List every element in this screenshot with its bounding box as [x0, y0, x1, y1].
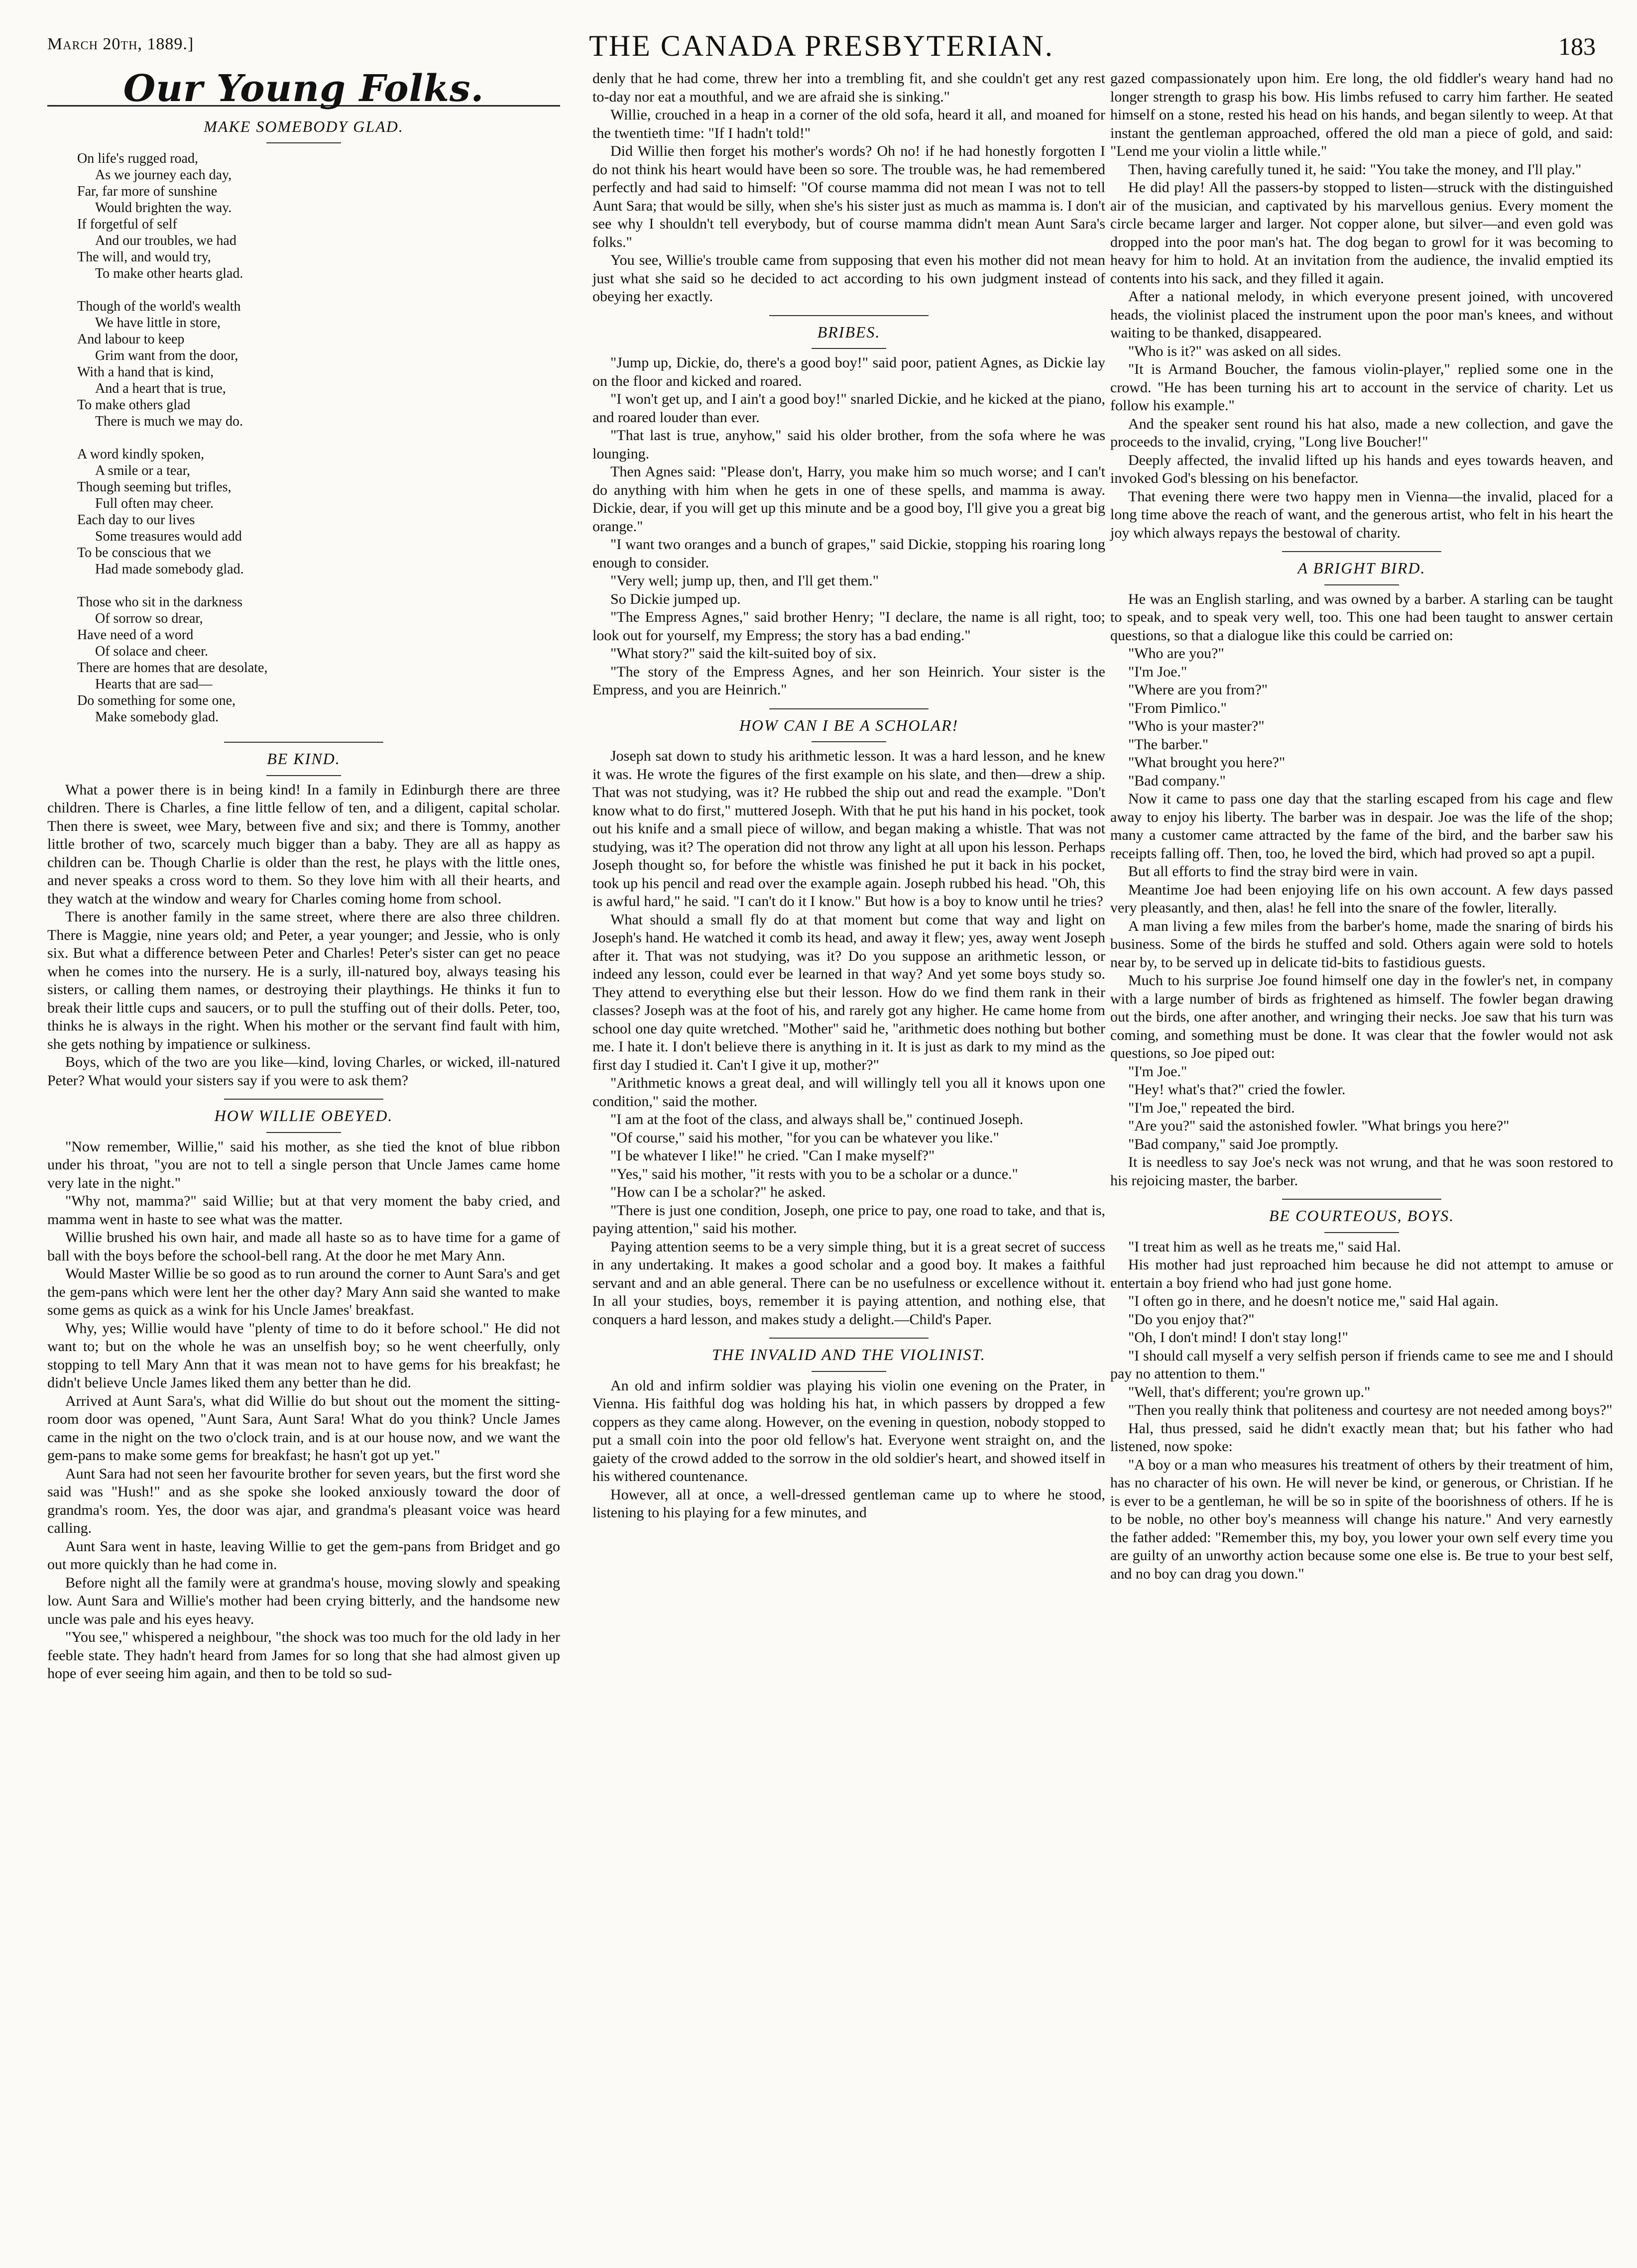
paragraph: "Of course," said his mother, "for you can be whatever you like." [610, 1129, 999, 1146]
column-3 [1110, 70, 1613, 1583]
paragraph: Hal, thus pressed, said he didn't exactly mean that; but his father who had listened, now spoke: [1110, 1420, 1613, 1455]
paragraph: "It is Armand Boucher, the famous violin-player," replied some one in the crowd. "He has been turning his art to account in the service of charity. Let us follow his example." [1110, 361, 1613, 414]
page-header [47, 20, 1596, 65]
paragraph: His mother had just reproached him because he did not attempt to amuse or entertain a boy friend who had just gone home. [1110, 1256, 1613, 1291]
title-rule [812, 741, 886, 742]
poem-line: Hearts that are sad— [95, 677, 213, 692]
paragraph: "Hey! what's that?" cried the fowler. [1128, 1081, 1346, 1098]
paragraph: "What brought you here?" [1128, 754, 1286, 771]
article-continuation [1110, 70, 1613, 542]
paragraph: That evening there were two happy men in Vienna—the invalid, placed for a long time above the reach of want, and the generous artist, who felt in his heart the joy which always repays the bestowal of charity. [1110, 488, 1613, 541]
poem-line: On life's rugged road, [77, 151, 198, 166]
paragraph: "Where are you from?" [1128, 681, 1268, 698]
paragraph: "I'm Joe." [1128, 1063, 1187, 1080]
poem-line: Do something for some one, [77, 693, 236, 708]
paragraph: Aunt Sara had not seen her favourite brother for seven years, but the first word she said was "Hush!" and as she spoke she looked anxiously toward the door of grandma's room. Yes, the door was ajar, and grandma's pleasant voice was heard calling. [47, 1465, 560, 1536]
paragraph: "The Empress Agnes," said brother Henry; "I declare, the name is all right, too; look out for yourself, my Empress; the story has a bad ending." [592, 609, 1105, 644]
poem [77, 150, 560, 725]
article-title: BRIBES. [817, 323, 881, 341]
poem-line: Make somebody glad. [95, 709, 219, 725]
poem-line: Full often may cheer. [95, 496, 214, 511]
paragraph: Now it came to pass one day that the starling escaped from his cage and flew away to enjoy his liberty. The barber was in despair. Joe was the life of the shop; many a customer came attracted by the fame of the bird, and the barber saw his receipts falling off. Then, too, he loved the bird, which had proved so apt a pupil. [1110, 791, 1613, 862]
paragraph: Before night all the family were at grandma's house, moving slowly and speaking low. Aunt Sara and Willie's mother had been crying bitterly, and the handsome new uncle was pale and his eyes heavy. [47, 1574, 560, 1627]
title-rule [1324, 584, 1399, 585]
article-title: BE KIND. [267, 750, 341, 768]
paragraph: Aunt Sara went in haste, leaving Willie to get the gem-pans from Bridget and go out more quickly than he had come in. [47, 1538, 560, 1573]
paragraph: Much to his surprise Joe found himself one day in the fowler's net, in company with a large number of birds as frightened as himself. The fowler began drawing out the birds, one after another, and wringing their necks. Joe saw that his turn was coming, and something must be done. It was clear that the fowler would not ask questions, so Joe piped out: [1110, 972, 1613, 1061]
paragraph: "Do you enjoy that?" [1128, 1311, 1255, 1328]
paragraph: "Jump up, Dickie, do, there's a good boy!" said poor, patient Agnes, as Dickie lay on the floor and kicked and roared. [592, 354, 1105, 389]
paragraph: "Are you?" said the astonished fowler. "What brings you here?" [1128, 1118, 1510, 1134]
paragraph: "What story?" said the kilt-suited boy of six. [610, 645, 877, 662]
paragraph: "A boy or a man who measures his treatment of others by their treatment of him, has no character of his own. He will never be kind, or generous, or Christian. If he is ever to be a gentleman, he will be so in spite of the boorishness of others. If he is to be noble, no other boy's meanness will change his nature." And very earnestly the father added: "Remember this, my boy, you lower your own self every time you are guilty of an unworthy action because some one else is. Be true to your best self, and no boy can drag you down." [1110, 1456, 1613, 1582]
article-body [1110, 1238, 1613, 1584]
paragraph: Joseph sat down to study his arithmetic lesson. It was a hard lesson, and he knew it was. He wrote the figures of the first example on his slate, and then—drew a ship. That was not studying, was it? He rubbed the ship out and read the example. "Don't know what to do first," muttered Joseph. With that he put his hand in his pocket, took out his knife and a small piece of willow, and began making a whistle. That was not studying, was it? The operation did not throw any light at all upon his lesson. Perhaps Joseph thought so, for before the whistle was finished he put it back in his pocket, took up his pencil and read over the example again. Joseph rubbed his head. "Oh, this is awful hard," he said. "I can't do it I know." But how is a boy to know until he tries? [592, 748, 1105, 909]
poem-line: Grim want from the door, [95, 348, 238, 363]
paragraph: Paying attention seems to be a very simple thing, but it is a great secret of success in any undertaking. It makes a good scholar and a good boy. It makes a faithful servant and and an able general. There can be no usefulness or excellence without it. In all your studies, boys, remember it is paying attention, and nothing else, that conquers a hard lesson, and makes study a delight.—Child's Paper. [592, 1238, 1105, 1328]
poem-line: Had made somebody glad. [95, 562, 244, 577]
paragraph: "Well, that's different; you're grown up." [1128, 1383, 1371, 1400]
paragraph: "The story of the Empress Agnes, and her son Heinrich. Your sister is the Empress, and you are Heinrich." [592, 663, 1105, 698]
paragraph: He was an English starling, and was owned by a barber. A starling can be taught to speak, and to speak very well, too. This one had been taught to answer certain questions, so that a dialogue like this could be carried on: [1110, 590, 1613, 644]
article-title: HOW WILLIE OBEYED. [214, 1107, 393, 1125]
newspaper-title: THE CANADA PRESBYTERIAN. [589, 29, 1054, 62]
poem-stanza [77, 446, 560, 577]
poem-line: A word kindly spoken, [77, 447, 205, 462]
poem-line: There are homes that are desolate, [77, 660, 268, 676]
paragraph: "I am at the foot of the class, and always shall be," continued Joseph. [610, 1111, 1024, 1128]
section-rule [1282, 1199, 1441, 1200]
article-body [592, 1377, 1105, 1522]
article-title: BE COURTEOUS, BOYS. [1269, 1207, 1455, 1225]
paragraph: There is another family in the same street, where there are also three children. There is Maggie, nine years old; and Peter, a year younger; and Jessie, who is only six. But what a difference between Peter and Charles! Peter's sister can get no peace when he comes into the nursery. He is a surly, ill-natured boy, always teasing his sisters, or calling them names, or destroying their playthings. He thinks it fun to break their little cups and saucers, or to pull the stuffing out of their dolls. Peter, too, thinks he is always in the right. When his mother or the servant find fault with him, she gets nothing by impatience or sulkiness. [47, 908, 560, 1052]
poem-line: As we journey each day, [95, 167, 232, 183]
paragraph: It is needless to say Joe's neck was not wrung, and that he was soon restored to his rejoicing master, the barber. [1110, 1154, 1613, 1189]
poem-line: Some treasures would add [95, 529, 242, 544]
poem-stanza [77, 594, 560, 725]
article-body [592, 354, 1105, 699]
paragraph: But all efforts to find the stray bird were in vain. [1128, 863, 1418, 880]
poem-line: And our troubles, we had [95, 233, 236, 248]
poem-line: We have little in store, [95, 315, 221, 331]
paragraph: Then, having carefully tuned it, he said: "You take the money, and I'll play." [1128, 161, 1582, 178]
article-title: HOW CAN I BE A SCHOLAR! [739, 716, 959, 734]
article-body [47, 1138, 560, 1683]
paragraph: "Who is your master?" [1128, 718, 1265, 734]
paragraph: After a national melody, in which everyone present joined, with uncovered heads, the violinist placed the instrument upon the poor man's knees, and without waiting to be thanked, disappeared. [1110, 288, 1613, 341]
paragraph: "How can I be a scholar?" he asked. [610, 1184, 826, 1200]
poem-line: Though seeming but trifles, [77, 479, 232, 495]
poem-title: MAKE SOMEBODY GLAD. [204, 117, 404, 135]
poem-line: Have need of a word [77, 627, 194, 643]
paragraph: "Bad company." [1128, 772, 1226, 789]
paragraph: "I treat him as well as he treats me," said Hal. [1128, 1238, 1401, 1255]
paragraph: "Then you really think that politeness and courtesy are not needed among boys?" [1128, 1402, 1613, 1418]
paragraph: Did Willie then forget his mother's words? Oh no! if he had honestly forgotten I do not think his heart would have been so sore. The trouble was, he had remembered perfectly and had said to himself: "Of course mamma did not mean I was not to tell Aunt Sara; that would be silly, when she's his sister just as much as mamma is. I don't see why I shouldn't tell everybody, but of course mamma didn't mean Aunt Sara's folks." [592, 143, 1105, 250]
column-1 [47, 67, 560, 1683]
section-masthead: Our Young Folks. [123, 67, 484, 110]
paragraph: Then Agnes said: "Please don't, Harry, you make him so much worse; and I can't do anything with him when he gets in one of these spells, and mamma is away. Dickie, dear, if you will get up this minute and be a good boy, I'll give you a great big orange." [592, 463, 1105, 535]
paragraph: "From Pimlico." [1128, 699, 1227, 716]
poem-line: Of sorrow so drear, [95, 611, 203, 626]
article-title: THE INVALID AND THE VIOLINIST. [712, 1346, 986, 1363]
paragraph: Meantime Joe had been enjoying life on his own account. A few days passed very pleasantly, and then, alas! he fell into the snare of the fowler, literally. [1110, 881, 1613, 916]
paragraph: "I won't get up, and I ain't a good boy!" snarled Dickie, and he kicked at the piano, and roared louder than ever. [592, 391, 1105, 426]
section-rule [769, 1338, 929, 1339]
paragraph: "Why not, mamma?" said Willie; but at that very moment the baby cried, and mamma went in haste to see what was the matter. [47, 1193, 560, 1228]
title-rule [812, 348, 886, 349]
title-rule [1324, 1232, 1399, 1233]
section-rule [224, 742, 383, 743]
title-rule [266, 142, 341, 143]
issue-date: March 20th, 1889.] [47, 35, 194, 53]
poem-line: With a hand that is kind, [77, 364, 214, 380]
paragraph: "Very well; jump up, then, and I'll get them." [610, 572, 879, 589]
title-rule [266, 775, 341, 776]
poem-line: To make others glad [77, 397, 191, 413]
poem-line: Of solace and cheer. [95, 644, 208, 659]
paragraph: "Yes," said his mother, "it rests with you to be a scholar or a dunce." [610, 1165, 1018, 1182]
paragraph: What a power there is in being kind! In a family in Edinburgh there are three children. There is Charles, a fine little fellow of ten, and a diligent, capital scholar. Then there is sweet, wee Mary, between five and six; and there is Tommy, another little brother of two, scarcely much bigger than a baby. They are all as happy as children can be. Though Charlie is older than the rest, he plays with the little ones, and never speaks a cross word to them. So they love him with all their hearts, and they watch at the window and weary for Charles coming home from school. [47, 781, 560, 907]
article-body [1110, 590, 1613, 1190]
paragraph: And the speaker sent round his hat also, made a new collection, and gave the proceeds to the invalid, crying, "Long live Boucher!" [1110, 415, 1613, 450]
article-body [592, 747, 1105, 1329]
paragraph: Why, yes; Willie would have "plenty of time to do it before school." He did not want to; but on the whole he was an unselfish boy; so he went cheerfully, only stopping to tell Mary Ann that it was mean not to have gems for his breakfast; he didn't believe Uncle James liked them any better than he did. [47, 1320, 560, 1391]
paragraph: You see, Willie's trouble came from supposing that even his mother did not mean just what she said so he decided to act according to his own judgment instead of obeying her exactly. [592, 252, 1105, 305]
poem-line: Though of the world's wealth [77, 299, 241, 314]
paragraph: Willie brushed his own hair, and made all haste so as to have time for a game of ball with the boys before the school-bell rang. At the door he met Mary Ann. [47, 1229, 560, 1264]
page-number: 183 [1558, 32, 1596, 60]
column-2 [592, 70, 1105, 1522]
paragraph: A man living a few miles from the barber's home, made the snaring of birds his business. Some of the birds he stuffed and sold. Others again were sold to hotels near by, to be served up in delicate tid-bits to fastidious guests. [1110, 917, 1613, 971]
article-title: A BRIGHT BIRD. [1297, 559, 1426, 577]
paragraph: However, all at once, a well-dressed gentleman came up to where he stood, listening to his playing for a few minutes, and [592, 1486, 1105, 1521]
paragraph: "Bad company," said Joe promptly. [1128, 1135, 1339, 1152]
section-rule [1282, 551, 1441, 552]
paragraph: "I should call myself a very selfish person if friends came to see me and I should pay no attention to them." [1110, 1347, 1613, 1382]
paragraph: "I'm Joe," repeated the bird. [1128, 1099, 1295, 1116]
section-rule [769, 708, 929, 709]
paragraph: "Arithmetic knows a great deal, and will willingly tell you all it knows upon one condition," said the mother. [592, 1075, 1105, 1110]
paragraph: "Who is it?" was asked on all sides. [1128, 342, 1341, 359]
paragraph: "I'm Joe." [1128, 663, 1187, 680]
poem-line: The will, and would try, [77, 249, 211, 265]
poem-line: If forgetful of self [77, 217, 177, 232]
paragraph: "You see," whispered a neighbour, "the shock was too much for the old lady in her feeble state. They hadn't heard from James for so long that she had almost given up hope of ever seeing him again, and then to be told so sud- [47, 1629, 560, 1682]
paragraph: An old and infirm soldier was playing his violin one evening on the Prater, in Vienna. His faithful dog was holding his hat, in which passers by dropped a few coppers as they came along. However, on the evening in question, nobody stopped to put a small coin into the poor old fellow's hat. Everyone went straight on, and the gaiety of the crowd added to the sorrow in the old soldier's heart, and showed itself in his withered countenance. [592, 1377, 1105, 1484]
poem-line: And a heart that is true, [95, 381, 226, 396]
paragraph: denly that he had come, threw her into a trembling fit, and she couldn't get any rest to-day nor eat a mouthful, and we are afraid she is sinking." [592, 70, 1105, 105]
poem-line: To make other hearts glad. [95, 266, 243, 281]
paragraph: "Who are you?" [1128, 645, 1224, 662]
poem-line: Each day to our lives [77, 512, 195, 528]
poem-stanza [77, 298, 560, 430]
poem-stanza [77, 150, 560, 282]
title-rule [266, 1132, 341, 1133]
paragraph: Boys, which of the two are you like—kind, loving Charles, or wicked, ill-natured Peter? What would your sisters say if you were to ask them? [47, 1054, 560, 1089]
poem-line: To be conscious that we [77, 545, 211, 561]
paragraph: "I want two oranges and a bunch of grapes," said Dickie, stopping his roaring long enough to consider. [592, 536, 1105, 571]
paragraph: Arrived at Aunt Sara's, what did Willie do but shout out the moment the sitting-room door was opened, "Aunt Sara, Aunt Sara! What do you think? Uncle James came in the night on the two o'clock train, and is at our house now, and we want the gem-pans to make some gems for breakfast; he hasn't got up yet." [47, 1392, 560, 1464]
paragraph: "I often go in there, and he doesn't notice me," said Hal again. [1128, 1293, 1499, 1309]
article-continuation [592, 70, 1105, 306]
paragraph: "Oh, I don't mind! I don't stay long!" [1128, 1329, 1348, 1346]
poem-line: Far, far more of sunshine [77, 184, 218, 199]
paragraph: "That last is true, anyhow," said his older brother, from the sofa where he was lounging. [592, 427, 1105, 462]
title-rule [812, 1371, 886, 1372]
paragraph: "The barber." [1128, 736, 1209, 753]
section-rule [769, 315, 929, 316]
poem-line: A smile or a tear, [95, 463, 190, 478]
paragraph: Would Master Willie be so good as to run around the corner to Aunt Sara's and get the gem-pans which were lent her the other day? Mary Ann said she wanted to make some gems as quick as a wink for his Uncle James' breakfast. [47, 1265, 560, 1318]
paragraph: "There is just one condition, Joseph, one price to pay, one road to take, and that is, paying attention," said his mother. [592, 1202, 1105, 1237]
paragraph: Willie, crouched in a heap in a corner of the old sofa, heard it all, and moaned for the twentieth time: "If I hadn't told!" [592, 107, 1105, 141]
poem-line: There is much we may do. [95, 414, 243, 429]
poem-line: Those who sit in the darkness [77, 594, 243, 610]
poem-line: And labour to keep [77, 332, 185, 347]
article-body [47, 781, 560, 1090]
paragraph: "I be whatever I like!" he cried. "Can I make myself?" [610, 1147, 935, 1164]
paragraph: So Dickie jumped up. [610, 590, 741, 607]
paragraph: Deeply affected, the invalid lifted up his hands and eyes towards heaven, and invoked God's blessing on his benefactor. [1110, 452, 1613, 486]
paragraph: "Now remember, Willie," said his mother, as she tied the knot of blue ribbon under his throat, "you are not to tell a single person that Uncle James came home very late in the night." [47, 1138, 560, 1191]
paragraph: He did play! All the passers-by stopped to listen—struck with the distinguished air of the musician, and captivated by his marvellous genius. Every moment the circle became larger and larger. Not copper alone, but silver—and even gold was dropped into the poor man's hat. The dog began to growl for it was becoming to heavy for him to hold. At an invitation from the audience, the invalid emptied its contents into his sack, and they filled it again. [1110, 179, 1613, 287]
poem-line: Would brighten the way. [95, 200, 232, 216]
paragraph: gazed compassionately upon him. Ere long, the old fiddler's weary hand had no longer strength to grasp his bow. His limbs refused to carry him farther. He seated himself on a stone, rested his head on his hands, and began silently to weep. At that instant the gentleman approached, offered the old man a piece of gold, and said: "Lend me your violin a little while." [1110, 70, 1613, 159]
paragraph: What should a small fly do at that moment but come that way and light on Joseph's hand. He watched it comb its head, and away it flew; yes, away went Joseph after it. That was not studying, was it? Do you suppose an arithmetic lesson, or indeed any lesson, could ever be learned in that way? And yet some boys study so. They attend to everything else but their lesson. How do we find them rank in their classes? Joseph was at the foot of his, and rarely got any higher. He came home from school one day quite wretched. "Mother" said he, "arithmetic does nothing but bother me. I hate it. I don't believe there is anything in it. It is just as dark to my mind as the first day I studied it. Can't I give it up, mother?" [592, 911, 1105, 1073]
section-rule [224, 1099, 383, 1100]
